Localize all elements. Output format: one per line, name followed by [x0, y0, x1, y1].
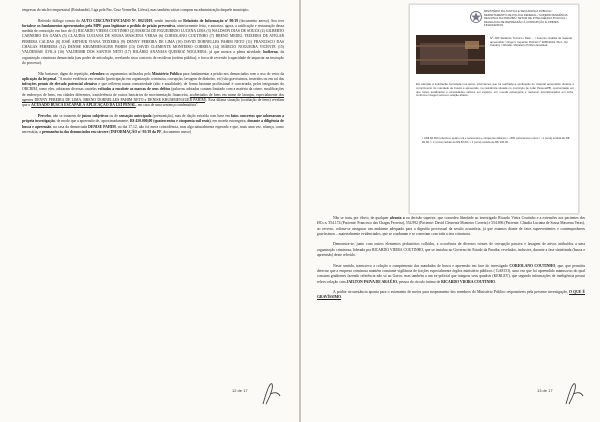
report-fields: Nº: APF Relatório Técnico / Data: ... / Assunto: Análise de material apreendido / Origem: Inquérito Policial nº 0086/2019 / Ref.: Op. Calvário / Difusão: Ministério Público Estadual [490, 36, 572, 48]
signature-initials [563, 380, 585, 408]
report-header: MINISTÉRIO DA JUSTIÇA E SEGURANÇA PÚBLICA / DEPARTAMENTO DE POLÍCIA FEDERAL / SUPERINTENDÊNCIA REGIONAL DA PARAÍBA / SETOR DE INTELIGÊNCIA POLICIAL / DELEGACIA DE REPRESSÃO À CORRUPÇÃO E CRIMES FINANCEIROS [484, 9, 568, 28]
safe-shelf [416, 59, 485, 61]
left-page [0, 0, 299, 422]
paragraph-dialog: Referido diálogo consta do AUTO CIRCUNSTANCIADO Nº. 002/2019, sendo inserido no Relatório de Informação nº 90/19 (documento anexo). Seu teor fortalece os fundamentos apresentados pelo MPE para legitimar o pedido de prisão preventiva, anteriormente feito, e autoriza, agora, a ratificação e restauração dessa medida de constrição em face de (1) RICARDO VIEIRA COUTINHO (2) MARCIA DE FIGUEIREDO LUCENA LIRA (3) WALDSON DIAS DE SOUZA (4) GILBERTO CARNEIRO DA GAMA (5) CLAUDIA LUCIANA DE SOUSA MASCENA VERAS (6) CORIOLANO COUTINHO (7) BRENO MEDEL TEIXEIRA DE AVELAR PEREIRA CALDAS (8) JOSÉ ARTHUR VIANA TEIXEIRA (9) DENNY PEREIRA DE LIMA (10) DAVID DORNELLES PAHIM NETO (11) FRANCISCO DAS CHAGAS FERREIRA (12) DENISE KRUMMENAUER PAHIM (13) DAVID CLEMENTE MONTEIRO CORREIA (14) MÁRCIO NOGUEIRA VICENTE (15) VALDEMAR ÁVILA (16) VALDEMIR DOS SANTOS NETO (17) HILÁRIO ANANIAS QUEIROZ NOGUEIRA; já que mostra a plena atividade, hodierna, da organização criminosa denunciada (seu poder de articulação, revelando risco concreto de recidivas (ordem pública), e forca de reversão (capacidade de impactar na instrução do processo). [22, 18, 285, 65]
paragraph-no-affront: Não se trata, por óbvio, de qualquer afronta a ou decisão superior, que concedeu liberdade ao investigado Ricardo Vieira Coutinho e a extensões aos pacientes dos HCs n. 554.174 (Paciente: Francisco das Chagas Ferreira), 554.992 (Paciente: David Clemente Monteiro Correia) e 554.696 (Paciente: Cláudia Luciana de Sousa Mascena Veras), ao reverso, colima-se assegurar um ambiente adequado para a digestão processual da sessão acusatória, já que estamos diante de fatos supervenientes e contemporâneos gravíssimos – materialmente evidenciados, que se coadunam e se conectam com toda a teia criminosa. [317, 216, 585, 236]
safe-photo [416, 35, 485, 74]
coat-of-arms-icon [468, 10, 484, 24]
seized-items-list: • US$ 84.650 (oitenta e quatro mil e seiscentos e cinquenta dólares) / • 800 (oitocentos) euros / • 1 (uma) cédula de R$ 20,00 / • 1 (uma) cédula de R$ 50,00 / • 1 (uma) cédula de R$ 100,00 [422, 136, 570, 144]
paragraph-demonstration: Demonstra-se, junto com outros elementos probatórios colhidos, a ocorrência de diversos crimes de corrupção passiva e lavagem de ativos atribuídos a uma organização criminosa, liderada por RICARDO VIEIRA COUTINHO, que se instalou no Governo do Estado da Paraíba, revelados, inclusive, durante a fase sintetizada (busca e apreensão) deste referido. [317, 242, 585, 258]
signature-initials [260, 380, 282, 408]
paragraph-public-ministry: Não bastasse, digno de repetição, relembro os argumentos utilizados pelo Ministério Público para fundamentar a prisão nos denunciados com o uso do vetor da aplicação da lei penal. "A maior evidência em reunião (participação em organização criminosa, corrupção, lavagem de dinheiro, etc) são gravíssimos, inseridos ou em rol das infrações penais de elevado potencial ofensivo e que refletem numa contrariedade (alto e atualidade), de forma bastante profissional e concertada, pelos integrantes do ORCRIM, como eles, adotaram diversas cautelas voltadas a encobrir as marcas de seus delitos (palavras adotadas contam limitado com a matéria da crime, modificações de endereços de bens, em cidades diferentes, transferência de outros bancários de movimentação financeira, acobertados de bens em nome de laranjas, especialmente dos agentes DENNY PEREIRA DE LIMA, BRENO DORNELLES PAHIM NETO e DENISE KRUMMENAUER PAHIM). Essa última situação (ocultação de bens) revelam que o ACUSADO BUSCA ESCAPAR À APLICAÇÃO DA LEI PENAL, em caso de uma sentença condenatória". [22, 71, 284, 108]
right-page [301, 0, 600, 422]
police-report-insert [409, 4, 579, 214]
cash-bundle [465, 41, 479, 49]
paragraph-coriolano: Neste sentido, transcrevo a colação o cumprimento dos mandados de busca e apreensão em face do investigado CORIOLANO COUTINHO, que, que permitiu detectar que a empresa criminosa mantém constante vigilância de frações especialmente órgãos ministério públicos ( GAECO), uma vez que foi apreendido manuscrito do qual constam gradientes fazendo referência não só ao Gaeco, mas também a um ex-policial que integrou seus quadros (KERLEY), que segundo informações de inteligência possui relevo relação com JAILTON PAIVA DE ARAÚJO, pessoa do círculo íntimo de RICARDO VIEIRA COUTINHO. [317, 263, 585, 284]
left-page-text [22, 8, 284, 140]
page-number: 13 de 17 [537, 388, 553, 393]
intro-paragraph: empresas do núcleo empresarial (Brinkmobil, Liga pela Paz, Cruz Vermelha, Lifesa), mas também várias compras na administração daquele município. [22, 8, 250, 12]
report-body: Em atenção à solicitação formulada nos autos, informamos que foi realizada a verificação do material apreendido durante o cumprimento do mandado de busca e apreensão, na residência situada no município de João Pessoa/PB, oportunidade em que foram localizados e arrecadados valores em espécie, em moeda estrangeira e nacional, acondicionados em cofre, conforme imagem acima e relação abaixo: [416, 82, 574, 98]
paragraph-gravity: A pridite circunstância aponta para o aviamento de meios para mapeamento dos membros do Ministério Público responsáveis pela presente investigação, O QUE É GRAVÍSSIMO. [317, 290, 586, 300]
page-number: 12 de 17 [232, 388, 248, 393]
right-page-text [317, 216, 585, 306]
paragraph-perception: Percebo, não se tratarem de juízos subjetivos ou de sensação antecipada (premonição), mas de ilação extraída com base em fatos concretos que adornaram a própria investigação, de modo que a apreensão de, aproximadamente, R$ 450.000,00 (quatrocentos e cinquenta mil reais), em moeda estrangeira, durante a diligência de busca e apreensão, na casa da denunciada DENISE PAHIM, no dia 17.12, não foi mera coincidência, mas algo naturalmente esperado e que, mais uma vez, afiança, como necessária, a permanência dos denunciados em cárcere (INFORMAÇÃO nº 95/19 da PF, documento anexo) [22, 113, 284, 134]
